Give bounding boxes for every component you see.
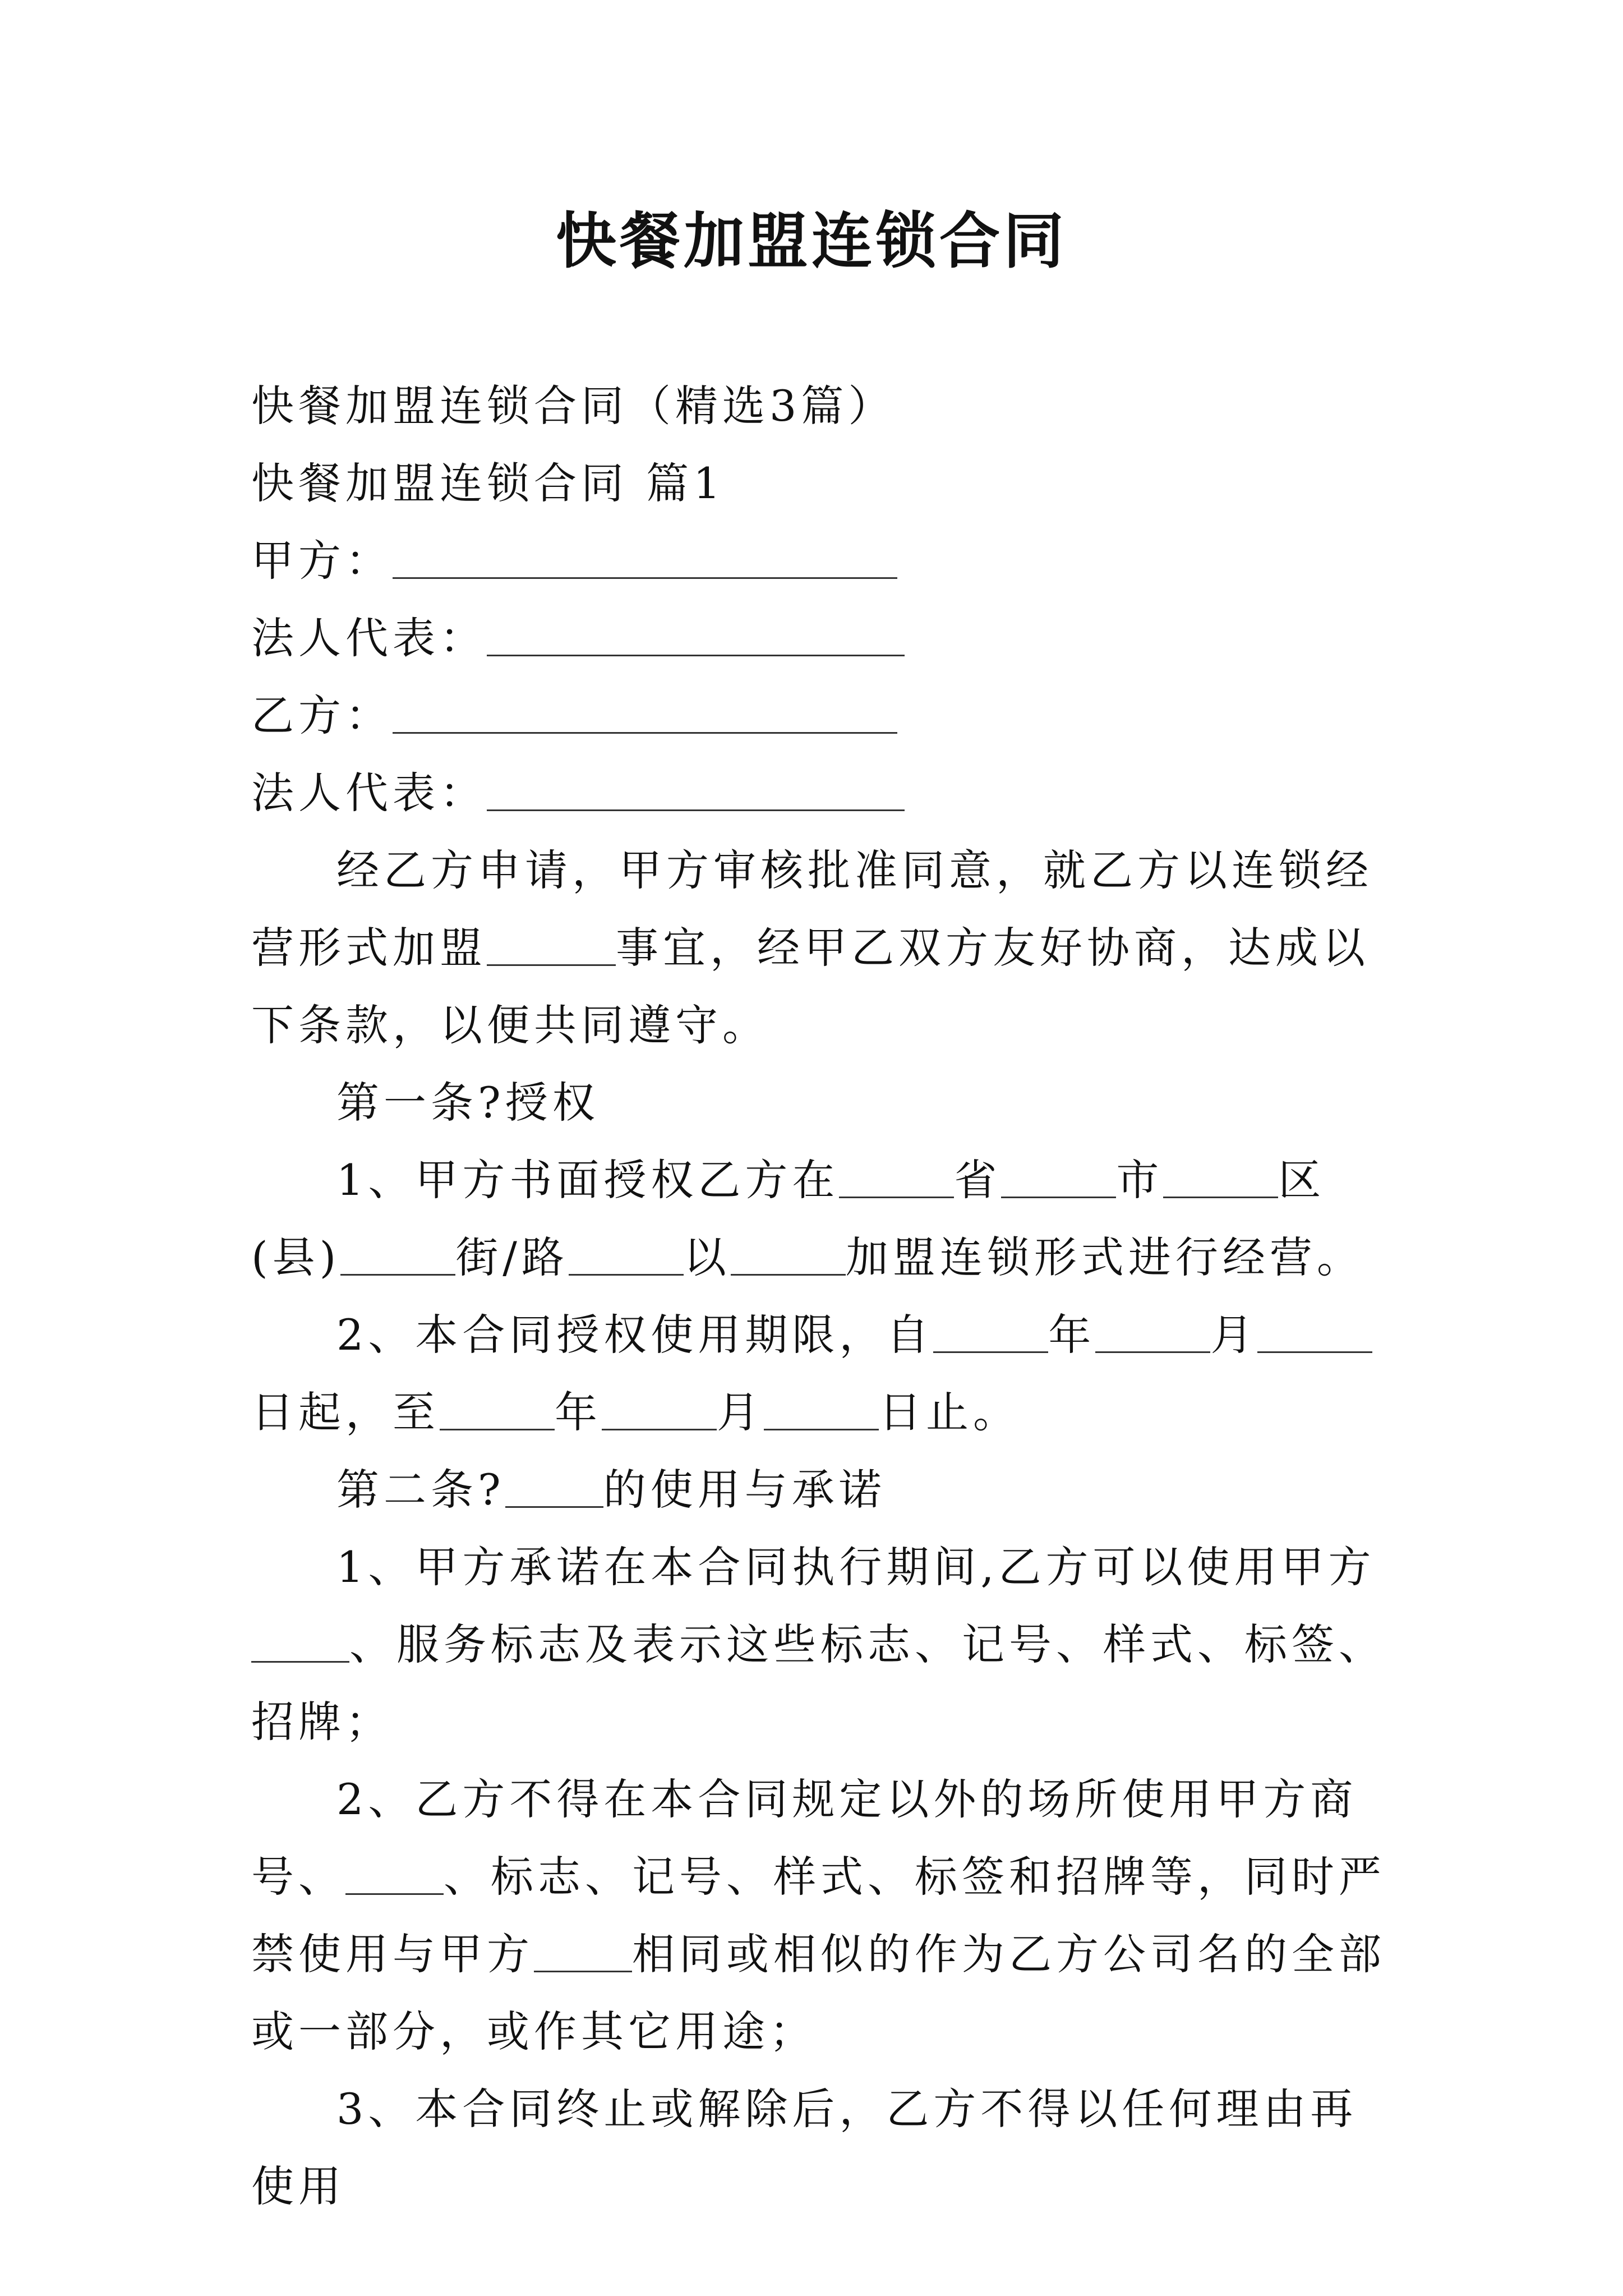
heading-text: 的使用与承诺 bbox=[603, 1465, 886, 1515]
trademark-blank bbox=[534, 1931, 632, 1972]
article-2-clause-1 bbox=[251, 1529, 1395, 1761]
legal-rep-b-blank bbox=[487, 770, 905, 811]
district-blank bbox=[1163, 1157, 1278, 1198]
document-body bbox=[251, 367, 1395, 2225]
clause-text: 市 bbox=[1116, 1155, 1164, 1205]
intro-text-2: 事宜，经甲乙双方友好协商，达成以下条款，以便共同遵守。 bbox=[251, 923, 1370, 1050]
province-blank bbox=[839, 1157, 954, 1198]
trademark-blank bbox=[345, 1854, 444, 1895]
clause-text: 相同或相似的作为乙方公司名的全部或一部分，或作其它用途； bbox=[251, 1929, 1386, 2056]
end-month-blank bbox=[602, 1389, 717, 1430]
clause-text: 日止。 bbox=[879, 1387, 1020, 1437]
clause-text: 年 bbox=[555, 1387, 602, 1437]
clause-text: 年 bbox=[1048, 1310, 1096, 1360]
heading-text: 第二条? bbox=[336, 1465, 505, 1515]
end-year-blank bbox=[440, 1389, 555, 1430]
legal-rep-a-label: 法人代表： bbox=[251, 613, 487, 663]
party-b-label: 乙方： bbox=[251, 691, 393, 740]
legal-rep-b-label: 法人代表： bbox=[251, 768, 487, 818]
clause-text: 以 bbox=[683, 1232, 731, 1282]
clause-text: 、服务标志及表示这些标志、记号、样式、标签、招牌； bbox=[251, 1619, 1386, 1747]
clause-text: 月 bbox=[717, 1387, 764, 1437]
article-2-clause-3: 3、本合同终止或解除后，乙方不得以任何理由再使用 bbox=[251, 2084, 1358, 2211]
article-2-heading bbox=[251, 1451, 1395, 1529]
legal-rep-a-line bbox=[251, 600, 1395, 677]
trademark-blank bbox=[251, 1622, 349, 1663]
start-day-blank bbox=[1257, 1312, 1372, 1353]
article-1-clause-2 bbox=[251, 1296, 1395, 1451]
start-month-blank bbox=[1095, 1312, 1210, 1353]
legal-rep-a-blank bbox=[487, 615, 905, 656]
article-1-clause-1 bbox=[251, 1142, 1395, 1296]
clause-text: 2、本合同授权使用期限，自 bbox=[336, 1310, 934, 1360]
address-blank bbox=[569, 1235, 684, 1276]
party-a-blank bbox=[393, 538, 897, 579]
street-blank bbox=[340, 1235, 455, 1276]
brand-blank bbox=[731, 1235, 846, 1276]
end-day-blank bbox=[764, 1389, 879, 1430]
intro-paragraph bbox=[251, 832, 1395, 1064]
clause-text: 街/路 bbox=[455, 1232, 569, 1282]
trademark-blank bbox=[505, 1467, 603, 1508]
clause-text: 1、甲方承诺在本合同执行期间,乙方可以使用甲方 bbox=[336, 1542, 1376, 1592]
chapter-heading: 快餐加盟连锁合同 篇1 bbox=[251, 458, 725, 508]
party-b-blank bbox=[393, 693, 897, 734]
document-title: 快餐加盟连锁合同 bbox=[555, 206, 1067, 277]
article-1-heading: 第一条?授权 bbox=[336, 1078, 600, 1128]
start-year-blank bbox=[933, 1312, 1048, 1353]
article-2-clause-2 bbox=[251, 1761, 1395, 2070]
clause-text: 区(县) bbox=[251, 1155, 1326, 1282]
clause-text: 、标志、记号、样式、标签和招牌等，同时严禁使用与甲方 bbox=[251, 1852, 1386, 1979]
clause-text: 月 bbox=[1210, 1310, 1258, 1360]
party-a-label: 甲方： bbox=[251, 536, 393, 586]
intro-text-1: 经乙方申请，甲方审核批准同意，就乙方以连锁经营形式加盟 bbox=[251, 845, 1373, 973]
clause-text: 加盟连锁形式进行经营。 bbox=[845, 1232, 1364, 1282]
franchise-blank bbox=[487, 925, 616, 966]
clause-text: 日起，至 bbox=[251, 1387, 440, 1437]
subtitle-line: 快餐加盟连锁合同（精选3篇） bbox=[251, 381, 896, 431]
city-blank bbox=[1001, 1157, 1116, 1198]
party-b-line bbox=[251, 677, 1395, 754]
clause-text: 2、乙方不得在本合同规定以外的场所使用甲方商号、 bbox=[251, 1774, 1358, 1902]
legal-rep-b-line bbox=[251, 754, 1395, 832]
clause-text: 省 bbox=[954, 1155, 1002, 1205]
party-a-line bbox=[251, 522, 1395, 600]
clause-text: 1、甲方书面授权乙方在 bbox=[336, 1155, 840, 1205]
